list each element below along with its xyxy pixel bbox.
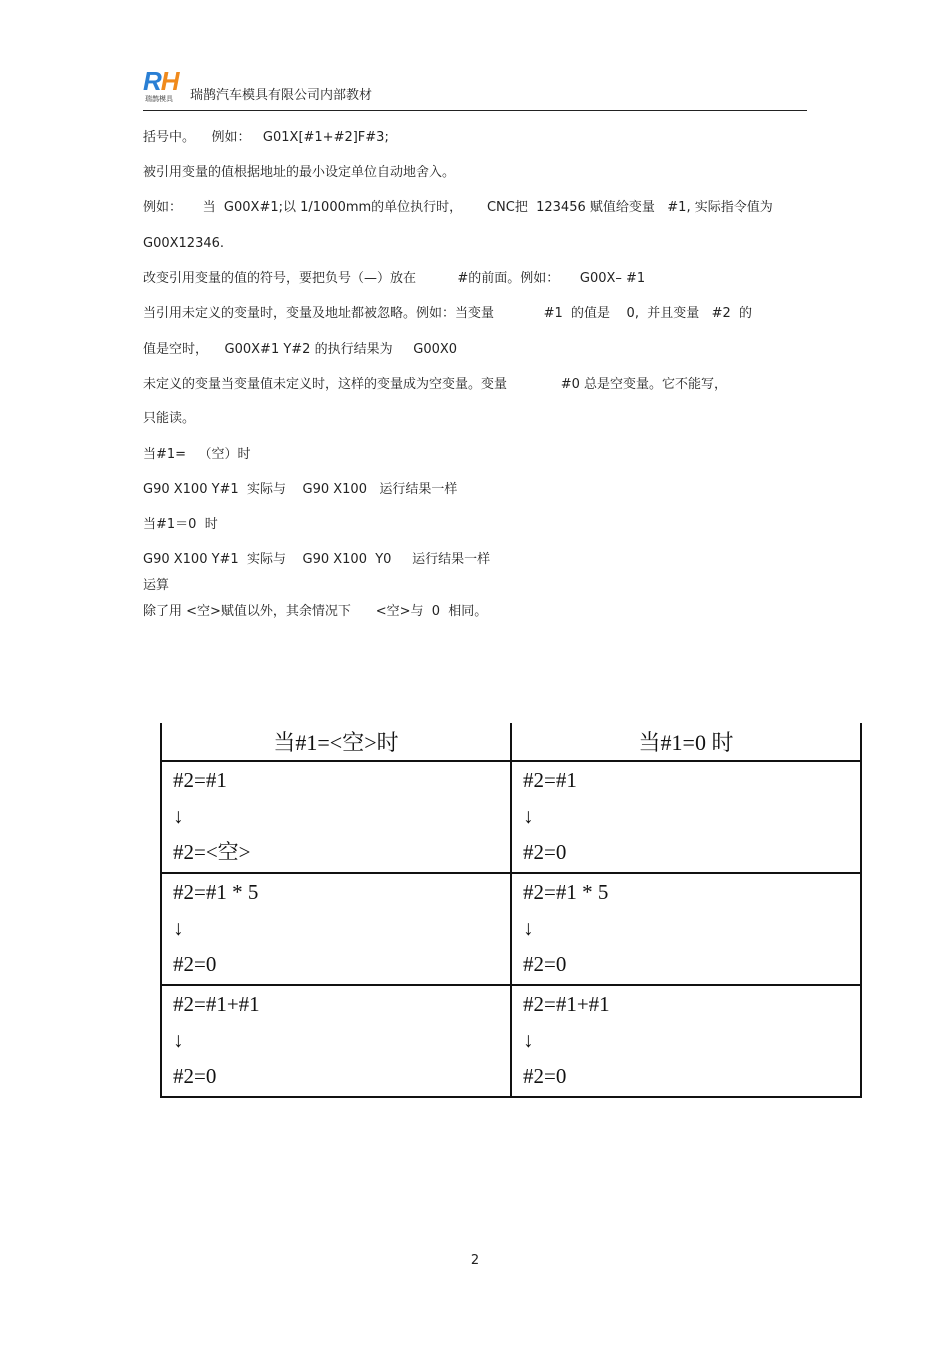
cell-expression: #2=#1 — [523, 768, 577, 792]
company-name: 瑞鹊汽车模具有限公司内部教材 — [190, 88, 373, 103]
cell-result: #2=<空> — [173, 840, 251, 864]
body-line: 当#1= （空）时 — [143, 447, 251, 462]
table-header-row — [161, 723, 861, 761]
body-line: 只能读。 — [143, 411, 196, 426]
cell-result: #2=0 — [523, 840, 567, 864]
table-row — [161, 873, 861, 985]
down-arrow-icon: ↓ — [173, 804, 184, 828]
cell-expression: #2=#1 — [173, 768, 227, 792]
down-arrow-icon: ↓ — [173, 1028, 184, 1052]
cell-expression: #2=#1+#1 — [523, 992, 610, 1016]
down-arrow-icon: ↓ — [523, 916, 534, 940]
body-line: 未定义的变量当变量值未定义时，这样的变量成为空变量。变量 #0 总是空变量。它不能写， — [143, 377, 728, 392]
body-line: G00X12346. — [143, 236, 225, 251]
down-arrow-icon: ↓ — [173, 916, 184, 940]
body-line: 除了用 <空>赋值以外，其余情况下 <空>与 0 相同。 — [143, 604, 488, 619]
body-line: 当引用未定义的变量时，变量及地址都被忽略。例如：当变量 #1 的值是 0, 并且变量 #2 的 — [143, 306, 753, 321]
body-line: 括号中。 例如： G01X[#1+#2]F#3; — [143, 130, 389, 145]
cell-result: #2=0 — [173, 952, 217, 976]
table-cell — [511, 873, 861, 985]
cell-result: #2=0 — [523, 1064, 567, 1088]
table-cell — [161, 761, 511, 873]
body-line: 当#1＝0 时 — [143, 517, 218, 532]
cell-result: #2=0 — [173, 1064, 217, 1088]
body-line: G90 X100 Y#1 实际与 G90 X100 Y0 运行结果一样 — [143, 552, 491, 567]
body-line: 值是空时， G00X#1 Y#2 的执行结果为 G00X0 — [143, 342, 458, 357]
table-cell — [161, 985, 511, 1097]
cell-expression: #2=#1+#1 — [173, 992, 260, 1016]
body-line: 改变引用变量的值的符号，要把负号（—）放在 #的前面。例如： G00X– #1 — [143, 271, 646, 286]
table-cell — [511, 761, 861, 873]
body-line: 运算 — [143, 578, 170, 593]
table-row — [161, 985, 861, 1097]
body-line: 例如： 当 G00X#1;以 1/1000mm的单位执行时， CNC把 123456 赋值给变量 #1, 实际指令值为 — [143, 200, 773, 215]
company-logo — [143, 68, 185, 104]
logo-subtitle: 瑞鹊模具 — [145, 95, 173, 103]
body-line: G90 X100 Y#1 实际与 G90 X100 运行结果一样 — [143, 482, 458, 497]
page-number: 2 — [470, 1253, 480, 1268]
null-variable-table — [160, 723, 862, 1098]
table-cell — [511, 985, 861, 1097]
page-header — [143, 66, 807, 111]
table-cell — [161, 873, 511, 985]
logo-letter-h: H — [160, 66, 179, 96]
logo-letter-r: R — [143, 66, 161, 96]
cell-result: #2=0 — [523, 952, 567, 976]
body-line: 被引用变量的值根据地址的最小设定单位自动地舍入。 — [143, 165, 456, 180]
table-row — [161, 761, 861, 873]
cell-expression: #2=#1 * 5 — [173, 880, 259, 904]
table-header-null: 当#1=<空>时 — [161, 723, 511, 761]
cell-expression: #2=#1 * 5 — [523, 880, 609, 904]
down-arrow-icon: ↓ — [523, 804, 534, 828]
table-header-zero: 当#1=0 时 — [511, 723, 861, 761]
down-arrow-icon: ↓ — [523, 1028, 534, 1052]
